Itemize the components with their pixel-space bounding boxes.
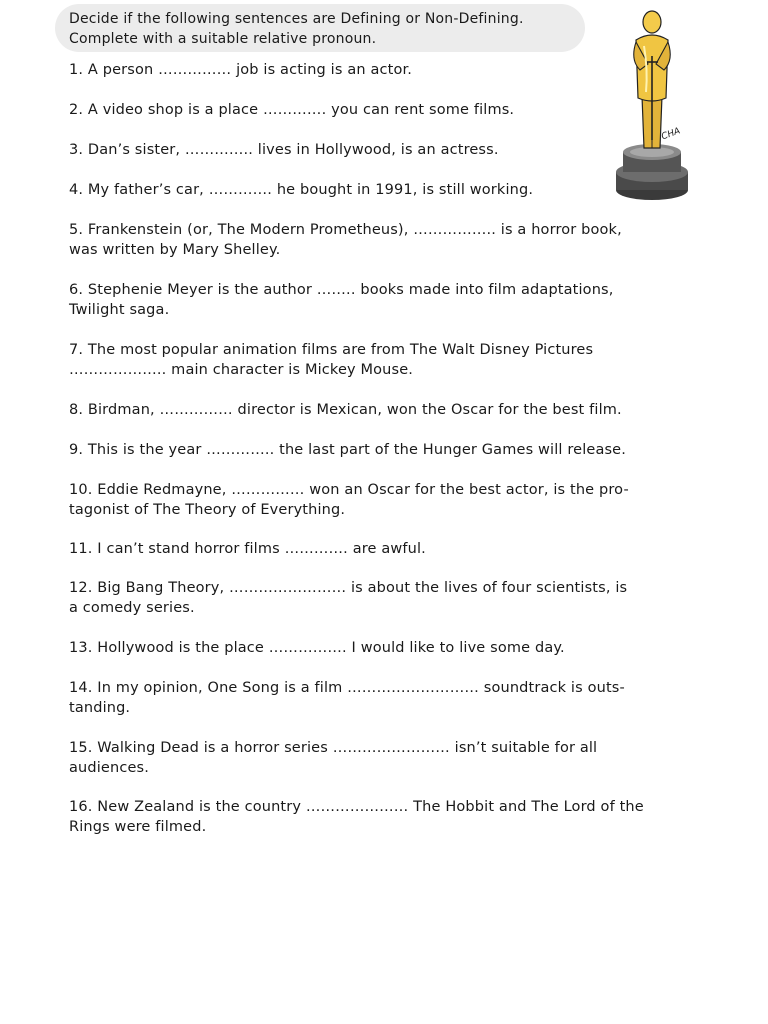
sentence-line: 6. Stephenie Meyer is the author …….. books made into film adaptations,	[69, 282, 614, 298]
sentence-line: 5. Frankenstein (or, The Modern Prometheus), …………….. is a horror book,	[69, 222, 622, 238]
sentence-14	[69, 678, 625, 718]
sentence-7	[69, 340, 593, 380]
sentence-line: 16. New Zealand is the country ………………… The Hobbit and The Lord of the	[69, 799, 644, 815]
sentence-line: ……………….. main character is Mickey Mouse.	[69, 362, 414, 378]
sentence-9	[69, 440, 626, 460]
sentence-1	[69, 60, 412, 80]
sentence-16	[69, 797, 644, 837]
sentence-line: 14. In my opinion, One Song is a film ……………………… soundtrack is outs-	[69, 680, 625, 696]
sentence-3	[69, 140, 499, 160]
sentence-line: 12. Big Bang Theory, …………………… is about the lives of four scientists, is	[69, 580, 628, 596]
sentence-line: 13. Hollywood is the place ……………. I would like to live some day.	[69, 640, 565, 656]
sentence-10	[69, 480, 629, 520]
sentence-line: 3. Dan’s sister, ………….. lives in Hollywood, is an actress.	[69, 142, 499, 158]
sentence-6	[69, 280, 614, 320]
sentence-line: 9. This is the year ………….. the last part of the Hunger Games will release.	[69, 442, 627, 458]
sentence-line: 15. Walking Dead is a horror series …………………… isn’t suitable for all	[69, 740, 598, 756]
instructions-line-2: Complete with a suitable relative pronoun.	[69, 31, 377, 47]
sentence-line: audiences.	[69, 760, 149, 776]
instructions-box	[55, 4, 585, 52]
sentence-line: 7. The most popular animation films are from The Walt Disney Pictures	[69, 342, 594, 358]
sentence-line: Twilight saga.	[69, 302, 170, 318]
sentence-12	[69, 578, 627, 618]
sentence-5	[69, 220, 622, 260]
sentence-line: tagonist of The Theory of Everything.	[69, 502, 346, 518]
sentence-line: 10. Eddie Redmayne, …………… won an Oscar for the best actor, is the pro-	[69, 482, 629, 498]
sentence-line: a comedy series.	[69, 600, 195, 616]
instructions-line-1: Decide if the following sentences are Defining or Non-Defining.	[69, 11, 524, 27]
sentence-line: 8. Birdman, …………… director is Mexican, won the Oscar for the best film.	[69, 402, 622, 418]
sentence-13	[69, 638, 565, 658]
sentence-8	[69, 400, 622, 420]
sentence-2	[69, 100, 514, 120]
sentence-line: 2. A video shop is a place …………. you can rent some films.	[69, 102, 515, 118]
sentence-4	[69, 180, 533, 200]
svg-text:CHA: CHA	[660, 126, 682, 143]
sentence-line: Rings were filmed.	[69, 819, 207, 835]
oscar-statuette-illustration	[606, 0, 698, 206]
sentence-line: 4. My father’s car, …………. he bought in 1991, is still working.	[69, 182, 534, 198]
sentence-line: tanding.	[69, 700, 131, 716]
sentence-line: 1. A person …………… job is acting is an actor.	[69, 62, 413, 78]
sentence-line: was written by Mary Shelley.	[69, 242, 281, 258]
sentence-15	[69, 738, 597, 778]
sentence-line: 11. I can’t stand horror films …………. are awful.	[69, 541, 426, 557]
sentence-11	[69, 539, 426, 559]
